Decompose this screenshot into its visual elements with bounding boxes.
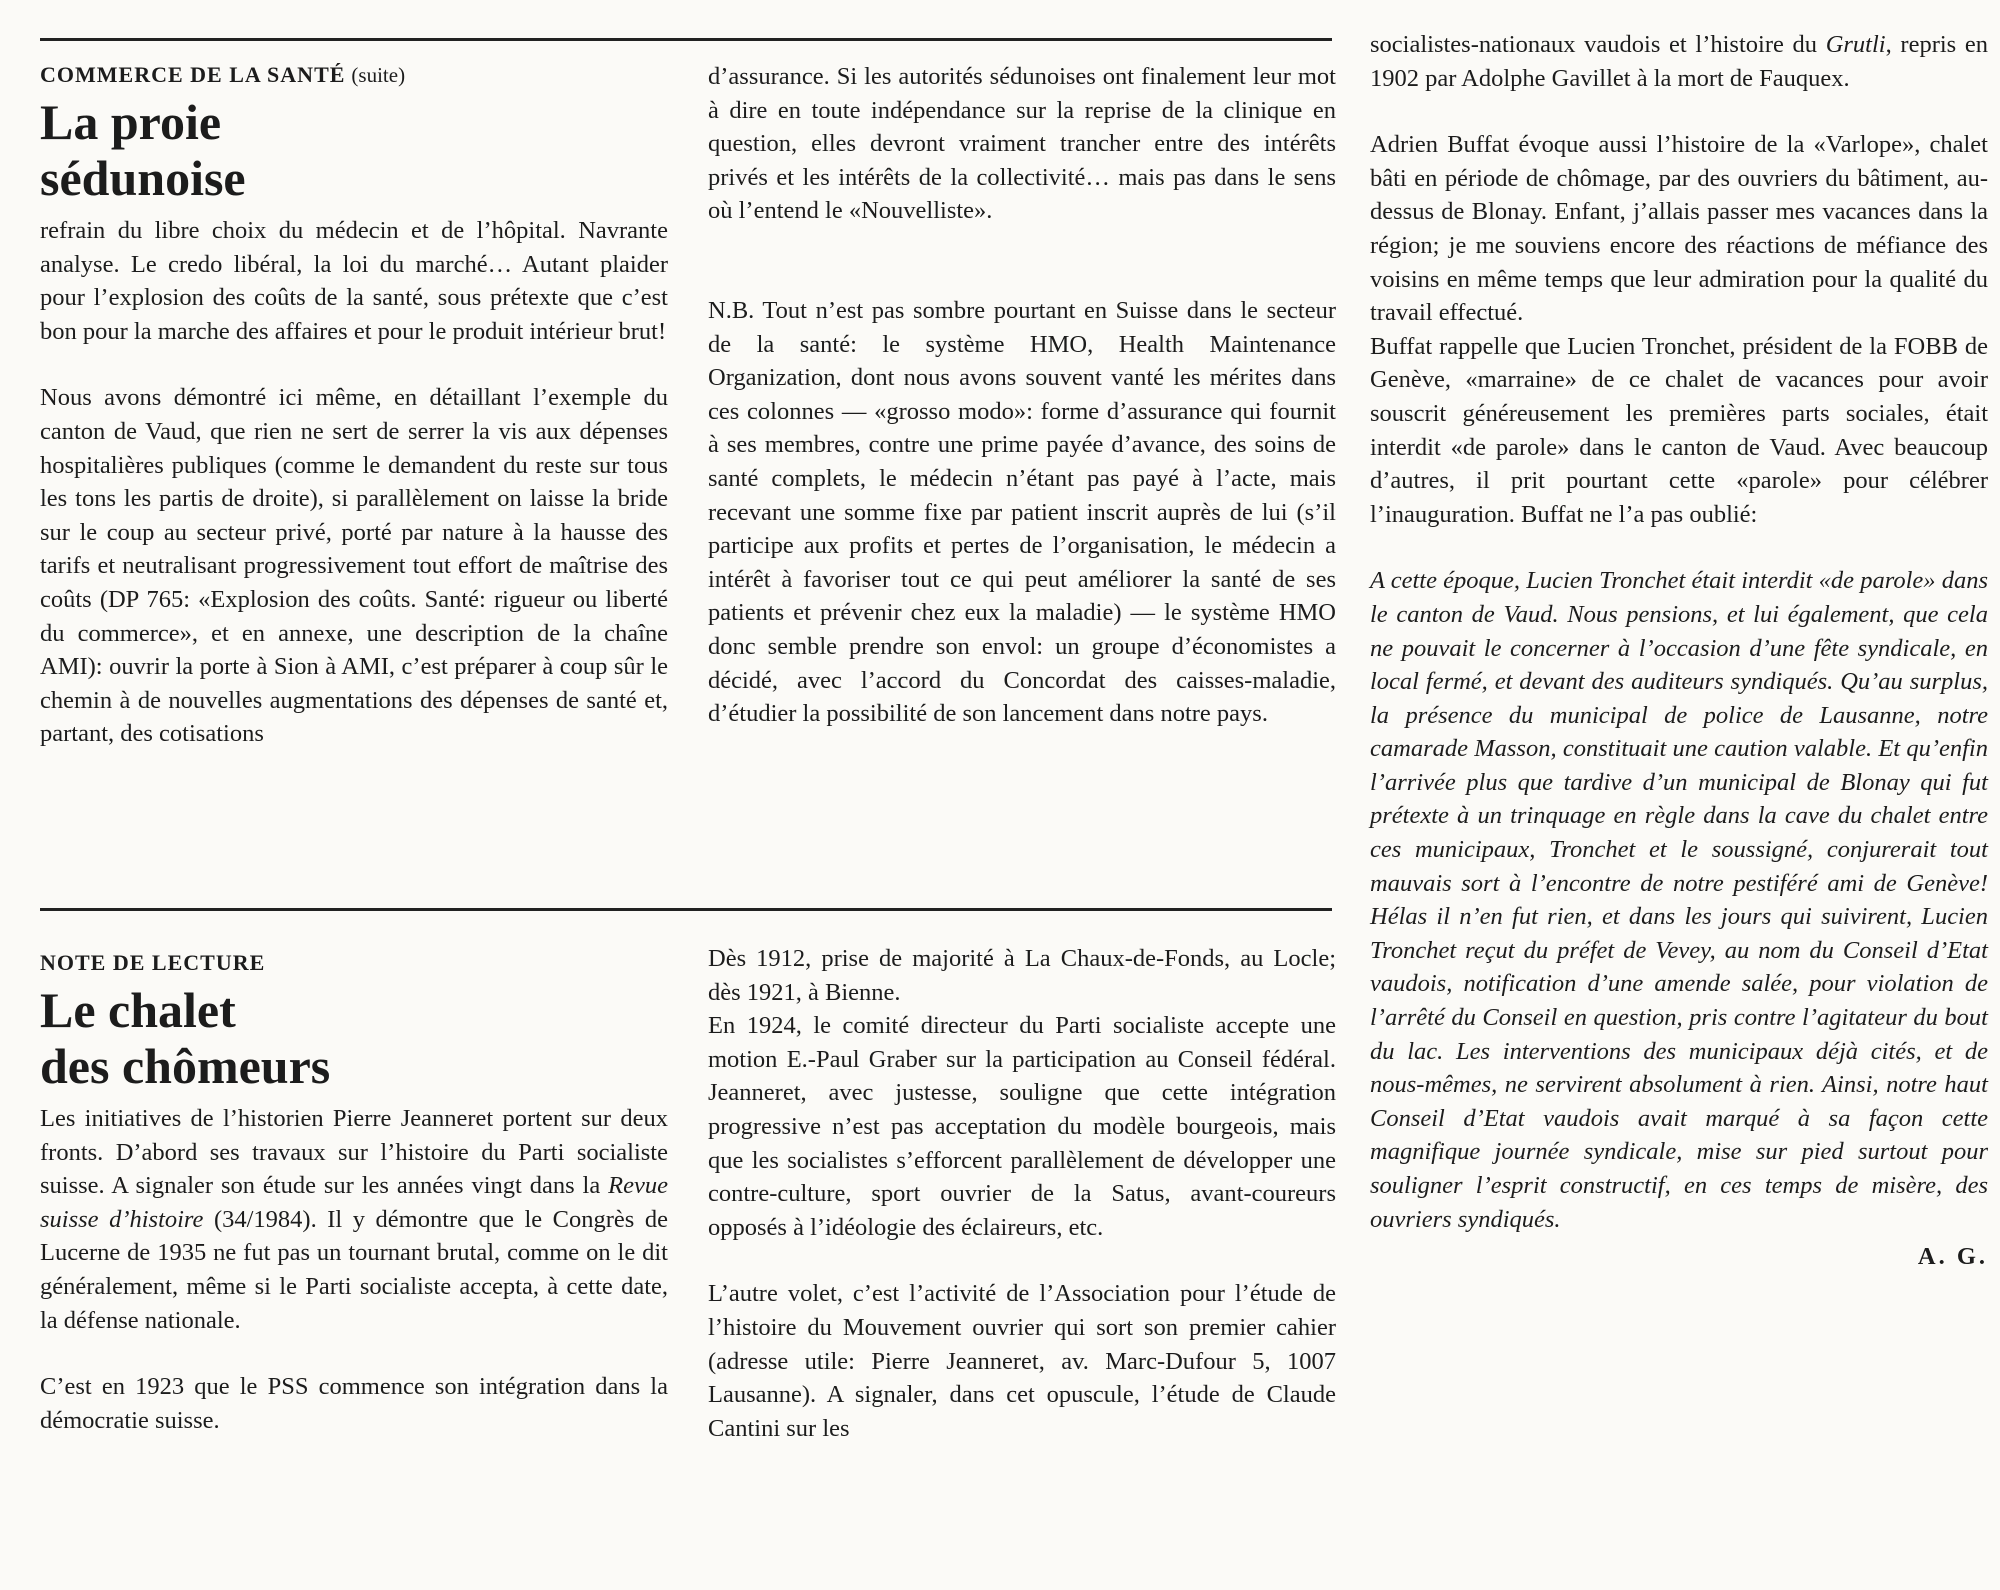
article2-quote: A cette époque, Lucien Tronchet était interdit «de parole» dans le canton de Vaud. Nous pensions, et lui également, que cela ne pouvait le concerner à l’occasion d’une fête syndicale, en local fermé, et devant des auditeurs syndiqués. Qu’au surplus, la présence du municipal de police de Lausanne, notre camarade Masson, constituait une caution valable. Et qu’enfin l’arrivée plus que tardive d’un municipal de Blonay qui fut prétexte à un trinquage en règle dans la cave du chalet entre ces municipaux, Tronchet et le soussigné, conjurerait tout mauvais sort à l’encontre de notre pestiféré ami de Genève! Hélas il n’en fut rien, et dans les jours qui suivirent, Lucien Tronchet reçut du préfet de Vevey, au nom du Conseil d’Etat vaudois, notification d’une amende salée, pour violation de l’arrêté du Conseil en question, pris contre l’agitateur du bout du lac. Les interventions des municipaux déjà cités, et de nous-mêmes, ne servirent absolument à rien. Ainsi, notre haut Conseil d’Etat vaudois avait marqué à sa façon cette magnifique journée syndicale, mise sur pied surtout pour souligner l’esprit constructif, en ces temps de misère, des ouvriers syndiqués. bbox=[1370, 567, 1988, 1233]
article2-column-right bbox=[1370, 28, 1988, 1274]
article2-paragraph: En 1924, le comité directeur du Parti socialiste accepte une motion E.-Paul Graber sur la participation au Conseil fédéral. Jeanneret, avec justesse, souligne que cette intégration progressive n’est pas acceptation du modèle bourgeois, mais que les socialistes s’efforcent parallèlement de développer une contre-culture, sport ouvrier de la Satus, avant-coureurs opposés à l’idéologie des éclaireurs, etc. bbox=[708, 1012, 1336, 1241]
article1-paragraph: N.B. Tout n’est pas sombre pourtant en Suisse dans le secteur de la santé: le système HMO, Health Maintenance Organization, dont nous avons souvent vanté les mérites dans ces colonnes — «grosso modo»: forme d’assurance qui fournit à ses membres, contre une prime payée d’avance, des soins de santé complets, le médecin n’étant pas payé à l’acte, mais recevant une somme fixe par patient inscrit auprès de lui (s’il participe aux profits et pertes de l’organisation, le médecin a intérêt à favoriser tout ce qui peut améliorer la santé de ses patients et prévenir chez eux la maladie) — le système HMO donc semble prendre son envol: un groupe d’économistes a décidé, avec l’accord du Concordat des caisses-maladie, d’étudier la possibilité de son lancement dans notre pays. bbox=[708, 296, 1336, 728]
article2-title-line1: Le chalet bbox=[40, 982, 236, 1038]
article1-column-middle bbox=[708, 60, 1336, 731]
author-signature: A. G. bbox=[1917, 1243, 1988, 1271]
article2-column-left bbox=[40, 948, 668, 1437]
article1-title bbox=[40, 94, 668, 206]
article2-title bbox=[40, 982, 668, 1094]
article1-column-left bbox=[40, 60, 668, 751]
article2-paragraph bbox=[40, 1102, 668, 1337]
article2-text: Les initiatives de l’historien Pierre Jeanneret portent sur deux fronts. D’abord ses travaux sur l’histoire du Parti socialiste suisse. A signaler son étude sur les années vingt dans la bbox=[40, 1105, 668, 1200]
article1-paragraph: refrain du libre choix du médecin et de l’hôpital. Navrante analyse. Le credo libéral, la loi du marché… Autant plaider pour l’explosion des coûts de la santé, sous prétexte que c’est bon pour la marche des affaires et pour le produit intérieur brut! bbox=[40, 217, 668, 345]
article2-column-middle bbox=[708, 942, 1336, 1445]
article1-title-line2: sédunoise bbox=[40, 150, 246, 206]
article1-kicker bbox=[40, 60, 668, 90]
article2-grutli: Grutli bbox=[1825, 31, 1886, 58]
article1-title-line1: La proie bbox=[40, 94, 222, 150]
article2-paragraph: C’est en 1923 que le PSS commence son intégration dans la démocratie suisse. bbox=[40, 1373, 668, 1434]
article2-text: , repris en 1902 par Adolphe Gavillet à la mort de Fauquex. bbox=[1370, 31, 1988, 92]
article1-paragraph: d’assurance. Si les autorités sédunoises ont finalement leur mot à dire en toute indépendance sur la reprise de la clinique en question, elles devront vraiment trancher entre des intérêts privés et les intérêts de la collectivité… mais pas dans le sens où l’entend le «Nouvelliste». bbox=[708, 63, 1336, 225]
article2-title-line2: des chômeurs bbox=[40, 1038, 331, 1094]
section-divider-rule bbox=[40, 908, 1332, 911]
article2-paragraph: Buffat rappelle que Lucien Tronchet, président de la FOBB de Genève, «marraine» de ce chalet de vacances pour avoir souscrit généreusement les premières parts sociales, était interdit «de parole» dans le canton de Vaud. Avec beaucoup d’autres, il prit pourtant cette «parole» pour célébrer l’inauguration. Buffat ne l’a pas oublié: bbox=[1370, 332, 1988, 528]
article2-text: (34/1984). Il y démontre que le Congrès de Lucerne de 1935 ne fut pas un tournant brutal, comme on le dit généralement, même si le Parti socialiste accepta, à cette date, la défense nationale. bbox=[40, 1205, 668, 1334]
article2-paragraph: Dès 1912, prise de majorité à La Chaux-de-Fonds, au Locle; dès 1921, à Bienne. bbox=[708, 945, 1336, 1006]
article1-kicker-text: COMMERCE DE LA SANTÉ bbox=[40, 62, 346, 87]
article1-kicker-suite: (suite) bbox=[351, 63, 406, 87]
article1-paragraph: Nous avons démontré ici même, en détaillant l’exemple du canton de Vaud, que rien ne sert de serrer la vis aux dépenses hospitalières publiques (comme le demandent du reste sur tous les tons les partis de droite), si parallèlement on laisse la bride sur le coup au secteur privé, porté par nature à la hausse des tarifs et neutralisant progressivement tout effort de maîtrise des coûts (DP 765: «Explosion des coûts. Santé: rigueur ou liberté du commerce», et en annexe, une description de la chaîne AMI): ouvrir la porte à Sion à AMI, c’est préparer à coup sûr le chemin à de nouvelles augmentations des dépenses de santé et, partant, des cotisations bbox=[40, 384, 668, 748]
article2-paragraph bbox=[1370, 28, 1988, 95]
article2-journal-title: Revue suisse d’histoire bbox=[40, 1172, 668, 1233]
article2-kicker: NOTE DE LECTURE bbox=[40, 950, 266, 975]
article2-paragraph: Adrien Buffat évoque aussi l’histoire de la «Varlope», chalet bâti en période de chômage, par des ouvriers du bâtiment, au-dessus de Blonay. Enfant, j’allais passer mes vacances dans la région; je me souviens encore des réactions de méfiance des voisins en même temps que leur admiration pour la qualité du travail effectué. bbox=[1370, 131, 1988, 327]
article2-text: socialistes-nationaux vaudois et l’histoire du bbox=[1370, 31, 1826, 58]
top-rule bbox=[40, 38, 1332, 41]
article2-paragraph: L’autre volet, c’est l’activité de l’Association pour l’étude de l’histoire du Mouvement ouvrier qui sort son premier cahier (adresse utile: Pierre Jeanneret, av. Marc-Dufour 5, 1007 Lausanne). A signaler, dans cet opuscule, l’étude de Claude Cantini sur les bbox=[708, 1280, 1336, 1442]
